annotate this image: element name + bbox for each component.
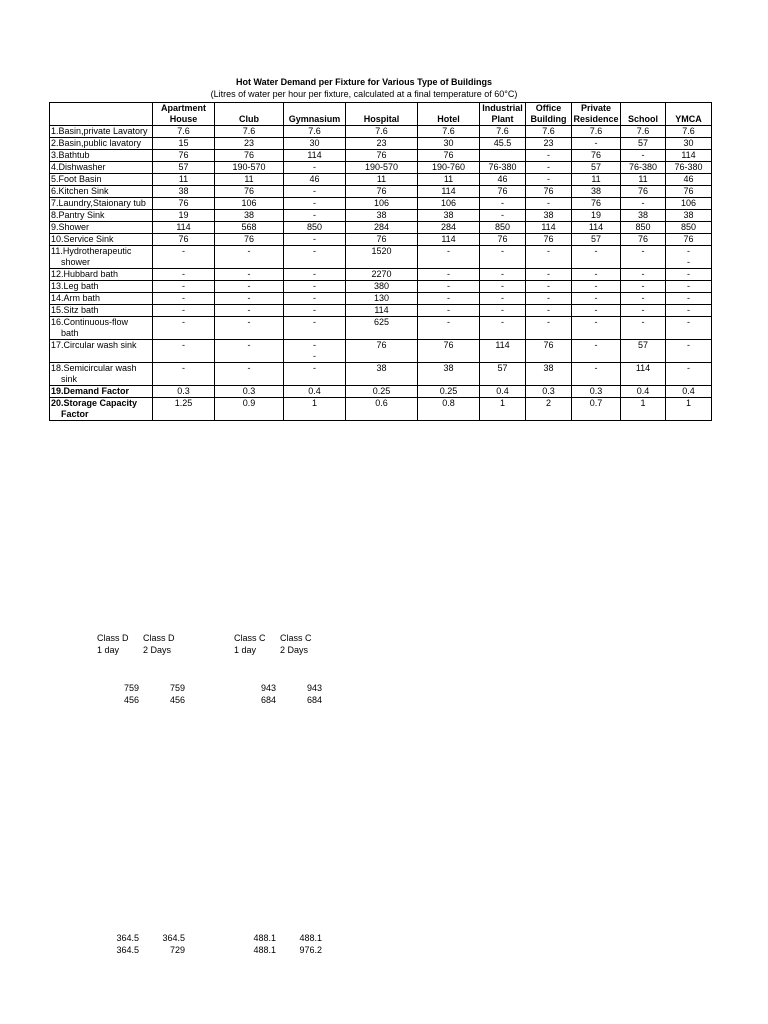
table-cell: 114 [480, 340, 526, 363]
block1-value: 943 [260, 683, 276, 693]
table-cell: 1 [284, 398, 346, 421]
table-cell: - [526, 150, 572, 162]
table-cell: 850 [666, 222, 712, 234]
table-cell: 76 [480, 234, 526, 246]
table-cell: - [526, 246, 572, 269]
table-cell: - [621, 246, 666, 269]
table-cell: - [572, 293, 621, 305]
table-cell: 19 [153, 210, 215, 222]
table-cell: 38 [346, 363, 418, 386]
class-header-4: Class C [280, 633, 312, 643]
block1-value: 456 [123, 695, 139, 705]
fixture-label: 17.Circular wash sink [50, 340, 153, 363]
table-cell: 114 [666, 150, 712, 162]
table-cell: 57 [621, 138, 666, 150]
table-row [50, 363, 712, 386]
table-cell: 106 [346, 198, 418, 210]
block2-value: 488.1 [253, 933, 276, 943]
table-cell: 0.9 [215, 398, 284, 421]
fixture-label: 8.Pantry Sink [50, 210, 153, 222]
table-cell: - [480, 305, 526, 317]
block1-value: 759 [169, 683, 185, 693]
table-cell: 76 [621, 186, 666, 198]
table-cell: - [153, 363, 215, 386]
table-cell: 57 [572, 234, 621, 246]
table-cell: 11 [153, 174, 215, 186]
block2-value: 976.2 [299, 945, 322, 955]
table-cell: 284 [418, 222, 480, 234]
fixture-label: 18.Semicircular wash sink [50, 363, 153, 386]
table-cell: - [215, 281, 284, 293]
class-duration-1: 1 day [97, 645, 120, 655]
table-cell: - [418, 317, 480, 340]
table-row [50, 317, 712, 340]
table-cell: - - [666, 246, 712, 269]
table-cell: 57 [621, 340, 666, 363]
table-cell: 38 [666, 210, 712, 222]
table-cell: 46 [284, 174, 346, 186]
table-cell: - [572, 246, 621, 269]
table-cell: - [526, 269, 572, 281]
block1-value: 759 [123, 683, 139, 693]
table-cell: 30 [418, 138, 480, 150]
table-cell: 0.6 [346, 398, 418, 421]
table-cell: 76 [215, 186, 284, 198]
header-fixture [50, 103, 153, 126]
table-cell: 76 [153, 150, 215, 162]
class-header-2: Class D [143, 633, 175, 643]
header-building-type: YMCA [666, 103, 712, 126]
table-row [50, 386, 712, 398]
table-cell: 76 [215, 150, 284, 162]
table-cell: - [418, 281, 480, 293]
table-cell: 850 [621, 222, 666, 234]
table-cell: 2 [526, 398, 572, 421]
header-building-type: Hotel [418, 103, 480, 126]
table-cell: 38 [418, 210, 480, 222]
table-row [50, 234, 712, 246]
table-cell: 0.25 [418, 386, 480, 398]
table-cell: 76 [418, 150, 480, 162]
table-cell: - [572, 305, 621, 317]
table-cell: - [215, 246, 284, 269]
table-cell: 568 [215, 222, 284, 234]
table-cell: - [480, 293, 526, 305]
table-cell: - [621, 150, 666, 162]
table-cell: 76 [526, 340, 572, 363]
table-cell: - [526, 198, 572, 210]
table-cell: 38 [153, 186, 215, 198]
fixture-label: 16.Continuous-flow bath [50, 317, 153, 340]
table-header-row [50, 103, 712, 126]
fixture-label: 10.Service Sink [50, 234, 153, 246]
table-row [50, 198, 712, 210]
class-header-1: Class D [97, 633, 129, 643]
fixture-label-continuation: Factor [61, 409, 89, 419]
table-cell: - [621, 281, 666, 293]
table-cell: - [153, 281, 215, 293]
table-row [50, 269, 712, 281]
table-cell: 76-380 [621, 162, 666, 174]
table-cell: - [572, 269, 621, 281]
table-cell: - [215, 269, 284, 281]
table-cell: 46 [666, 174, 712, 186]
table-cell: 0.4 [621, 386, 666, 398]
class-header-3: Class C [234, 633, 266, 643]
table-cell: 76 [572, 150, 621, 162]
table-cell: - [572, 281, 621, 293]
table-cell: 38 [346, 210, 418, 222]
table-cell: 1 [666, 398, 712, 421]
table-cell: 38 [526, 363, 572, 386]
table-cell: 76 [666, 186, 712, 198]
table-cell: - [215, 293, 284, 305]
block2-value: 488.1 [299, 933, 322, 943]
table-cell: - [215, 317, 284, 340]
table-cell: - [284, 317, 346, 340]
table-cell: 45.5 [480, 138, 526, 150]
table-cell: - [526, 162, 572, 174]
table-row [50, 246, 712, 269]
table-cell: 57 [572, 162, 621, 174]
table-cell: 7.6 [621, 126, 666, 138]
table-cell: 7.6 [666, 126, 712, 138]
table-cell: - [526, 317, 572, 340]
table-cell: 106 [666, 198, 712, 210]
fixture-label-continuation: sink [61, 374, 78, 384]
table-cell: - [621, 198, 666, 210]
table-cell: 0.4 [480, 386, 526, 398]
table-cell: - [284, 246, 346, 269]
table-cell: - [621, 293, 666, 305]
table-cell: - [572, 138, 621, 150]
table-cell: 23 [215, 138, 284, 150]
hot-water-demand-table [49, 102, 712, 421]
table-cell: - [215, 340, 284, 363]
block2-value: 488.1 [253, 945, 276, 955]
header-building-type: Industrial Plant [480, 103, 526, 126]
table-cell: - [666, 340, 712, 363]
table-cell [480, 150, 526, 162]
table-cell: 2270 [346, 269, 418, 281]
table-cell: 38 [215, 210, 284, 222]
fixture-label-continuation: shower [61, 257, 91, 267]
table-row [50, 174, 712, 186]
table-cell: 1 [621, 398, 666, 421]
table-cell: 0.3 [572, 386, 621, 398]
table-cell: 7.6 [526, 126, 572, 138]
class-duration-2: 2 Days [143, 645, 172, 655]
header-building-type: Club [215, 103, 284, 126]
header-building-type: Private Residence [573, 103, 619, 124]
table-cell: 38 [572, 186, 621, 198]
table-cell: 0.7 [572, 398, 621, 421]
table-cell: 114 [418, 186, 480, 198]
table-cell: - [284, 162, 346, 174]
table-cell: - [153, 293, 215, 305]
table-cell: - [480, 210, 526, 222]
block2-value: 729 [169, 945, 185, 955]
table-cell: - [418, 246, 480, 269]
header-building-type: Office Building [526, 103, 572, 126]
table-cell: 114 [526, 222, 572, 234]
table-cell: - [284, 281, 346, 293]
table-cell: 190-570 [215, 162, 284, 174]
table-cell: 106 [418, 198, 480, 210]
table-row [50, 150, 712, 162]
table-cell: 76 [480, 186, 526, 198]
table-cell: - [418, 293, 480, 305]
table-cell: 7.6 [215, 126, 284, 138]
block1-value: 684 [260, 695, 276, 705]
table-cell: 76 [153, 198, 215, 210]
table-cell: - [621, 317, 666, 340]
table-cell: 284 [346, 222, 418, 234]
table-cell: - [666, 363, 712, 386]
table-cell: 19 [572, 210, 621, 222]
table-cell: - [526, 281, 572, 293]
table-subtitle: (Litres of water per hour per fixture, calculated at a final temperature of 60°C) [210, 89, 518, 99]
fixture-label: 11.Hydrotherapeutic shower [50, 246, 153, 269]
fixture-label: 3.Bathtub [50, 150, 153, 162]
table-cell: 850 [284, 222, 346, 234]
block1-value: 456 [169, 695, 185, 705]
block2-value: 364.5 [116, 933, 139, 943]
fixture-label: 1.Basin,private Lavatory [50, 126, 153, 138]
table-cell: 114 [153, 222, 215, 234]
table-cell: 76 [621, 234, 666, 246]
fixture-label: 5.Foot Basin [50, 174, 153, 186]
table-cell: - [666, 293, 712, 305]
table-cell: 11 [621, 174, 666, 186]
table-row [50, 340, 712, 363]
table-row [50, 222, 712, 234]
table-row [50, 293, 712, 305]
table-cell: 7.6 [572, 126, 621, 138]
table-cell: 130 [346, 293, 418, 305]
table-cell: 106 [215, 198, 284, 210]
table-cell: 114 [418, 234, 480, 246]
table-cell: - [284, 234, 346, 246]
header-building-type: Apartment House [153, 103, 215, 126]
table-cell: 15 [153, 138, 215, 150]
table-cell: 23 [526, 138, 572, 150]
table-cell: 114 [572, 222, 621, 234]
table-cell: 76 [666, 234, 712, 246]
fixture-label-continuation: bath [61, 328, 79, 338]
table-cell: 1520 [346, 246, 418, 269]
table-cell: 23 [346, 138, 418, 150]
table-cell: 76-380 [480, 162, 526, 174]
table-cell: - [418, 269, 480, 281]
table-cell: 0.4 [666, 386, 712, 398]
table-cell: 76 [153, 234, 215, 246]
table-cell: - [284, 305, 346, 317]
block2-value: 364.5 [162, 933, 185, 943]
table-cell: - [153, 340, 215, 363]
table-cell: 11 [572, 174, 621, 186]
table-cell: 0.8 [418, 398, 480, 421]
table-cell: 114 [284, 150, 346, 162]
table-cell: - [418, 305, 480, 317]
table-cell: 30 [284, 138, 346, 150]
table-cell: 57 [153, 162, 215, 174]
header-building-type: School [621, 103, 666, 126]
table-cell: - [666, 305, 712, 317]
fixture-label: 6.Kitchen Sink [50, 186, 153, 198]
table-cell: 57 [480, 363, 526, 386]
table-cell: - [666, 281, 712, 293]
fixture-label: 20.Storage Capacity Factor [50, 398, 153, 421]
table-cell: 190-760 [418, 162, 480, 174]
table-row [50, 126, 712, 138]
table-cell: 38 [418, 363, 480, 386]
table-cell: - [284, 363, 346, 386]
table-cell: - [284, 210, 346, 222]
table-cell: 11 [215, 174, 284, 186]
table-cell: - [480, 281, 526, 293]
table-cell: - [153, 305, 215, 317]
table-row [50, 281, 712, 293]
table-cell: - [480, 198, 526, 210]
table-cell: 38 [621, 210, 666, 222]
table-cell: - [153, 317, 215, 340]
table-cell: 76 [346, 186, 418, 198]
table-cell: 76 [526, 234, 572, 246]
table-cell: - [480, 269, 526, 281]
table-cell: - [480, 317, 526, 340]
table-row [50, 398, 712, 421]
table-cell: 114 [621, 363, 666, 386]
table-cell: 30 [666, 138, 712, 150]
fixture-label: 12.Hubbard bath [50, 269, 153, 281]
table-cell: 7.6 [153, 126, 215, 138]
table-cell: 625 [346, 317, 418, 340]
table-cell: - [526, 305, 572, 317]
table-cell: - - [284, 340, 346, 363]
table-cell: - [153, 246, 215, 269]
table-cell: - [666, 317, 712, 340]
table-cell: - [666, 269, 712, 281]
table-cell: 38 [526, 210, 572, 222]
table-cell: - [215, 363, 284, 386]
table-cell: 1.25 [153, 398, 215, 421]
table-cell: 76 [572, 198, 621, 210]
table-cell: - [621, 305, 666, 317]
block2-value: 364.5 [116, 945, 139, 955]
table-cell: - [284, 198, 346, 210]
table-cell: 11 [418, 174, 480, 186]
table-cell: 46 [480, 174, 526, 186]
table-row [50, 186, 712, 198]
table-cell: 76 [418, 340, 480, 363]
block1-value: 684 [306, 695, 322, 705]
block1-value: 943 [306, 683, 322, 693]
fixture-label: 9.Shower [50, 222, 153, 234]
table-cell: 7.6 [284, 126, 346, 138]
fixture-label: 4.Dishwasher [50, 162, 153, 174]
table-cell: - [284, 293, 346, 305]
fixture-label: 14.Arm bath [50, 293, 153, 305]
class-duration-4: 2 Days [280, 645, 309, 655]
table-cell: - [526, 293, 572, 305]
table-row [50, 162, 712, 174]
table-cell: 76 [346, 340, 418, 363]
table-cell: - [215, 305, 284, 317]
fixture-label: 7.Laundry,Staionary tub [50, 198, 153, 210]
table-cell: 7.6 [418, 126, 480, 138]
table-row [50, 138, 712, 150]
class-duration-3: 1 day [234, 645, 257, 655]
table-cell: 190-570 [346, 162, 418, 174]
table-cell: 380 [346, 281, 418, 293]
table-cell: - [621, 269, 666, 281]
table-cell: 7.6 [346, 126, 418, 138]
table-cell: 11 [346, 174, 418, 186]
table-cell: - [284, 269, 346, 281]
fixture-label: 19.Demand Factor [50, 386, 153, 398]
table-cell: - [526, 174, 572, 186]
table-cell: 0.3 [526, 386, 572, 398]
fixture-label: 15.Sitz bath [50, 305, 153, 317]
table-cell: 0.3 [215, 386, 284, 398]
table-cell: - [572, 317, 621, 340]
table-cell: - [284, 186, 346, 198]
table-cell: - [572, 363, 621, 386]
table-cell: 1 [480, 398, 526, 421]
table-cell: 0.4 [284, 386, 346, 398]
table-cell: - [572, 340, 621, 363]
table-cell: 0.3 [153, 386, 215, 398]
table-cell: - [480, 246, 526, 269]
table-cell: 7.6 [480, 126, 526, 138]
table-cell: 0.25 [346, 386, 418, 398]
table-cell: 76-380 [666, 162, 712, 174]
header-building-type: Hospital [346, 103, 418, 126]
table-cell: 850 [480, 222, 526, 234]
header-building-type: Gymnasium [284, 103, 346, 126]
table-row [50, 305, 712, 317]
table-cell: 76 [346, 234, 418, 246]
fixture-label: 2.Basin,public lavatory [50, 138, 153, 150]
table-cell: 76 [346, 150, 418, 162]
table-title: Hot Water Demand per Fixture for Various Type of Buildings [235, 77, 493, 87]
fixture-label: 13.Leg bath [50, 281, 153, 293]
table-cell: 114 [346, 305, 418, 317]
table-row [50, 210, 712, 222]
table-cell: 76 [215, 234, 284, 246]
table-cell: - [153, 269, 215, 281]
table-cell: 76 [526, 186, 572, 198]
